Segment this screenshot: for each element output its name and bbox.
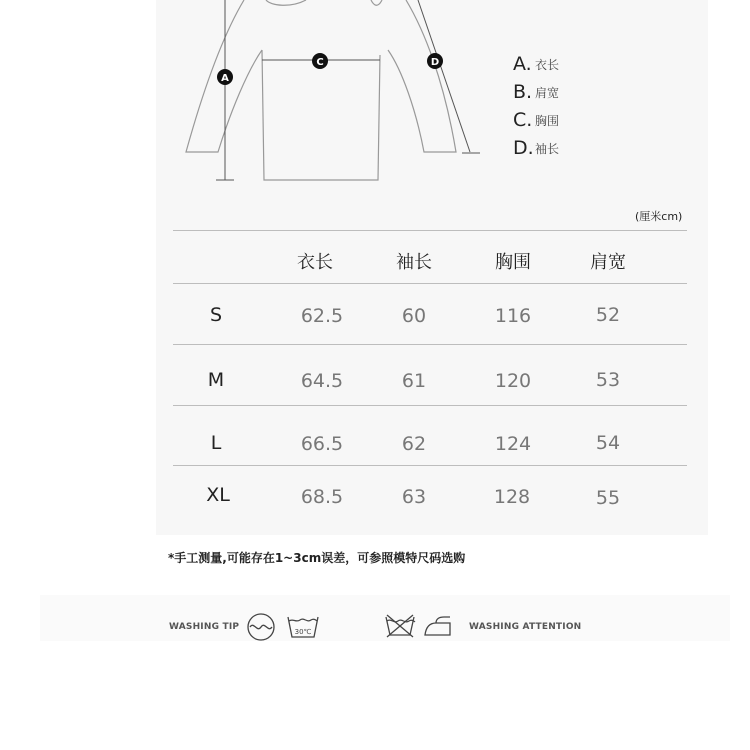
table-divider xyxy=(173,465,687,466)
table-cell: 62 xyxy=(401,433,427,455)
table-cell: 120 xyxy=(494,370,532,392)
size-label: XL xyxy=(206,484,230,506)
legend-item-c xyxy=(513,106,633,134)
column-header-chest: 胸围 xyxy=(495,252,531,273)
table-cell: 53 xyxy=(595,369,621,391)
legend-text: 袖长 xyxy=(535,141,560,156)
table-cell: 55 xyxy=(595,487,621,509)
table-cell: 62.5 xyxy=(300,305,344,327)
column-header-length: 衣长 xyxy=(297,252,333,273)
iron-icon xyxy=(422,615,454,637)
legend-item-a xyxy=(513,50,633,78)
legend-letter: B. xyxy=(513,81,533,103)
legend-text: 胸围 xyxy=(535,113,560,128)
table-cell: 124 xyxy=(494,433,532,455)
table-cell: 52 xyxy=(595,304,621,326)
legend-letter: C. xyxy=(513,109,533,131)
hand-wash-icon xyxy=(246,612,276,642)
svg-text:D: D xyxy=(430,57,440,68)
machine-wash-30-icon xyxy=(286,612,320,640)
size-label: L xyxy=(210,432,222,454)
legend-letter: D. xyxy=(513,137,534,159)
do-not-wash-icon xyxy=(384,613,416,639)
table-cell: 60 xyxy=(401,305,427,327)
legend-text: 肩宽 xyxy=(535,85,560,100)
table-cell: 54 xyxy=(595,432,621,454)
measurement-legend xyxy=(513,50,633,162)
washing-attention-label: WASHING ATTENTION xyxy=(469,622,582,632)
column-header-sleeve: 袖长 xyxy=(396,252,432,273)
table-cell: 61 xyxy=(401,370,427,392)
marker-c xyxy=(312,53,328,69)
legend-text: 衣长 xyxy=(535,57,560,72)
table-cell: 116 xyxy=(494,305,532,327)
washing-tip-label: WASHING TIP xyxy=(169,622,240,632)
marker-d xyxy=(427,53,443,69)
table-divider xyxy=(173,344,687,345)
size-label: M xyxy=(207,369,225,391)
size-label: S xyxy=(209,304,223,326)
table-cell: 128 xyxy=(493,486,531,508)
table-cell: 66.5 xyxy=(300,433,344,455)
marker-a xyxy=(217,69,233,85)
table-cell: 64.5 xyxy=(300,370,344,392)
measurement-note: *手工测量,可能存在1~3cm误差，可参照模特尺码选购 xyxy=(168,551,466,565)
size-chart-panel xyxy=(156,0,708,535)
column-header-shoulder: 肩宽 xyxy=(590,252,626,273)
legend-item-d xyxy=(513,134,633,162)
legend-item-b xyxy=(513,78,633,106)
table-divider xyxy=(173,230,687,231)
table-cell: 68.5 xyxy=(300,486,344,508)
svg-text:A: A xyxy=(221,73,229,84)
table-divider xyxy=(173,405,687,406)
svg-text:C: C xyxy=(316,57,324,68)
svg-text:30℃: 30℃ xyxy=(294,628,312,636)
legend-letter: A. xyxy=(513,53,532,75)
table-divider xyxy=(173,283,687,284)
table-cell: 63 xyxy=(401,486,427,508)
sleeve-measure-line xyxy=(418,0,470,152)
unit-label: (厘米cm) xyxy=(635,210,683,223)
